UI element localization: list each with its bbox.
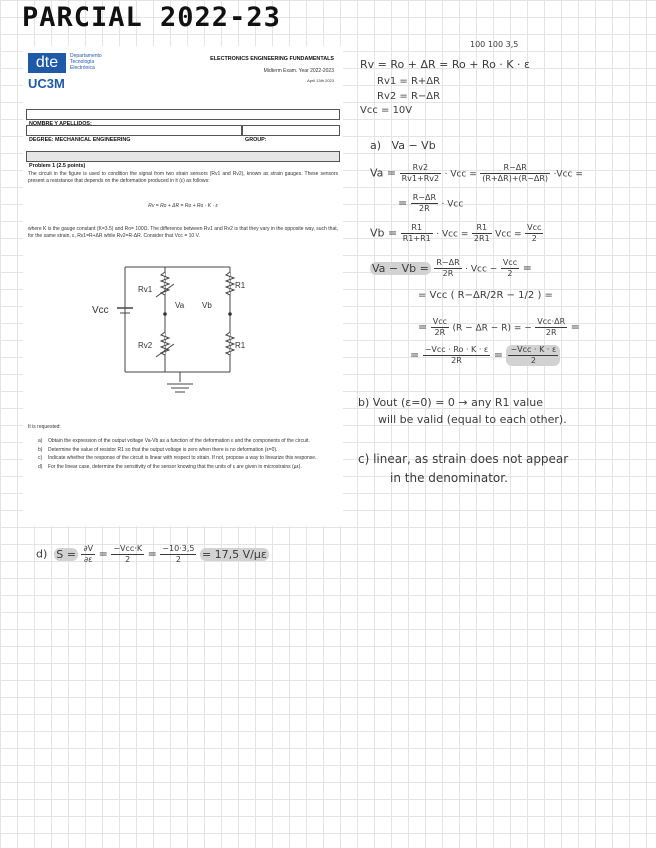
- note-part-a: a) Va − Vb: [370, 139, 436, 152]
- note-values: 100 100 3,5: [470, 40, 519, 49]
- note-part-b-line1: b) Vout (ε=0) = 0 → any R1 value: [358, 396, 544, 409]
- note-part-c-line1: c) linear, as strain does not appear: [358, 452, 569, 466]
- problem-intro: The circuit in the figure is used to condition the signal from two strain sensors (Rv1 and Rv2), known as strain gauges. These sensors present a resistance that depends on the deformation produced in it (ε) as follows:: [28, 171, 338, 184]
- question-c: c) Indicate whether the response of the circuit is linear with respect to strain. If not, propose a way to linearize this response.: [38, 455, 317, 462]
- question-list: [38, 438, 318, 470]
- note-va-simplified: = $\frac{R-\Delta R}{2R}$ · Vcc: [398, 193, 464, 213]
- r1-top-label: R1: [235, 281, 246, 290]
- note-part-c-line2: in the denominator.: [390, 471, 508, 485]
- bridge-circuit: [85, 262, 255, 402]
- rv1-label: Rv1: [138, 285, 153, 294]
- question-d: d) For the linear case, determine the sensitivity of the sensor knowing that the units of ε are given in microstrains (µε).: [38, 463, 302, 470]
- course-title: ELECTRONICS ENGINEERING FUNDAMENTALS: [210, 56, 334, 62]
- question-a: a) Obtain the expression of the output voltage Va-Vb as a function of the deformation ε and the components of the circuit.: [38, 438, 310, 444]
- question-b: b) Determine the value of resistor R1 so that the output voltage is zero when there is no deformation (ε=0).: [38, 446, 278, 453]
- note-eq-rv: Rv = Ro + ΔR = Ro + Ro · K · ε: [360, 58, 530, 71]
- note-va-eq: Va = $\frac{Rv2}{Rv1+Rv2}$ · Vcc = $\frac{R-\Delta R}{(R+\Delta R)+(R-\Delta R)}$ ·Vcc =: [370, 163, 583, 183]
- dte-logo: dte: [28, 53, 66, 73]
- note-step-3: = $\frac{\text{Vcc}}{2R}$ (R − ΔR − R) = − $\frac{\text{Vcc·ΔR}}{2R}$ =: [418, 317, 580, 337]
- va-label: Va: [175, 301, 185, 310]
- note-eq-vcc: Vcc = 10V: [360, 105, 413, 116]
- exam-date: April 13th 2023: [307, 78, 334, 83]
- note-part-d: d) S = $\frac{\partial V}{\partial\varepsilon}$ = $\frac{\text{−Vcc·K}}{2}$ = $\frac{-10\cdot 3,5}{2}$ = 17,5 V/µε: [36, 544, 267, 564]
- note-eq-rv2: Rv2 = R−ΔR: [377, 91, 441, 102]
- note-step-2: = Vcc ( R−ΔR/2R − 1/2 ) =: [418, 290, 553, 301]
- r1-bottom-label: R1: [235, 341, 246, 350]
- vcc-label: Vcc: [92, 305, 109, 316]
- group-row: GROUP:: [242, 125, 340, 136]
- vb-label: Vb: [202, 301, 212, 310]
- page-title: PARCIAL 2022-23: [22, 2, 281, 33]
- degree-row: DEGREE: MECHANICAL ENGINEERING: [26, 125, 242, 136]
- problem-description: where K is the gauge constant (K=3.5) and Ro= 100Ω. The difference between Rv1 and Rv2 is that they vary in the opposite way, such that, for the same strain, ε, Rv1=R+ΔR while Rv2=R-ΔR. Consider that Vcc = 10 V.: [28, 226, 338, 239]
- exam-name: Midterm Exam. Year 2022-2023: [263, 68, 334, 74]
- note-vb-eq: Vb = $\frac{R1}{R1+R1}$ · Vcc = $\frac{R1}{2R1}$ Vcc = $\frac{\text{Vcc}}{2}$: [370, 223, 542, 243]
- note-part-b-line2: will be valid (equal to each other).: [378, 413, 567, 426]
- note-eq-rv1: Rv1 = R+ΔR: [377, 76, 441, 87]
- gauge-formula: Rv = Ro + ΔR = Ro + Ro · K · ε: [148, 203, 218, 209]
- requested-label: It is requested:: [28, 424, 61, 430]
- rv2-label: Rv2: [138, 341, 153, 350]
- problem-header: Problem 1 (2.5 points): [26, 151, 340, 162]
- name-row: NOMBRE Y APELLIDOS:: [26, 109, 340, 120]
- note-step-4: = $\frac{\text{−Vcc · Ro · K · ε}}{2R}$ = $\frac{\text{−Vcc · K · ε}}{2}$: [410, 345, 560, 366]
- uc3m-logo: UC3M: [28, 76, 65, 91]
- dept-name: Departamento Tecnología Electrónica: [70, 53, 102, 71]
- note-difference: Va − Vb = $\frac{R-\Delta R}{2R}$ · Vcc − $\frac{\text{Vcc}}{2}$ =: [372, 258, 532, 278]
